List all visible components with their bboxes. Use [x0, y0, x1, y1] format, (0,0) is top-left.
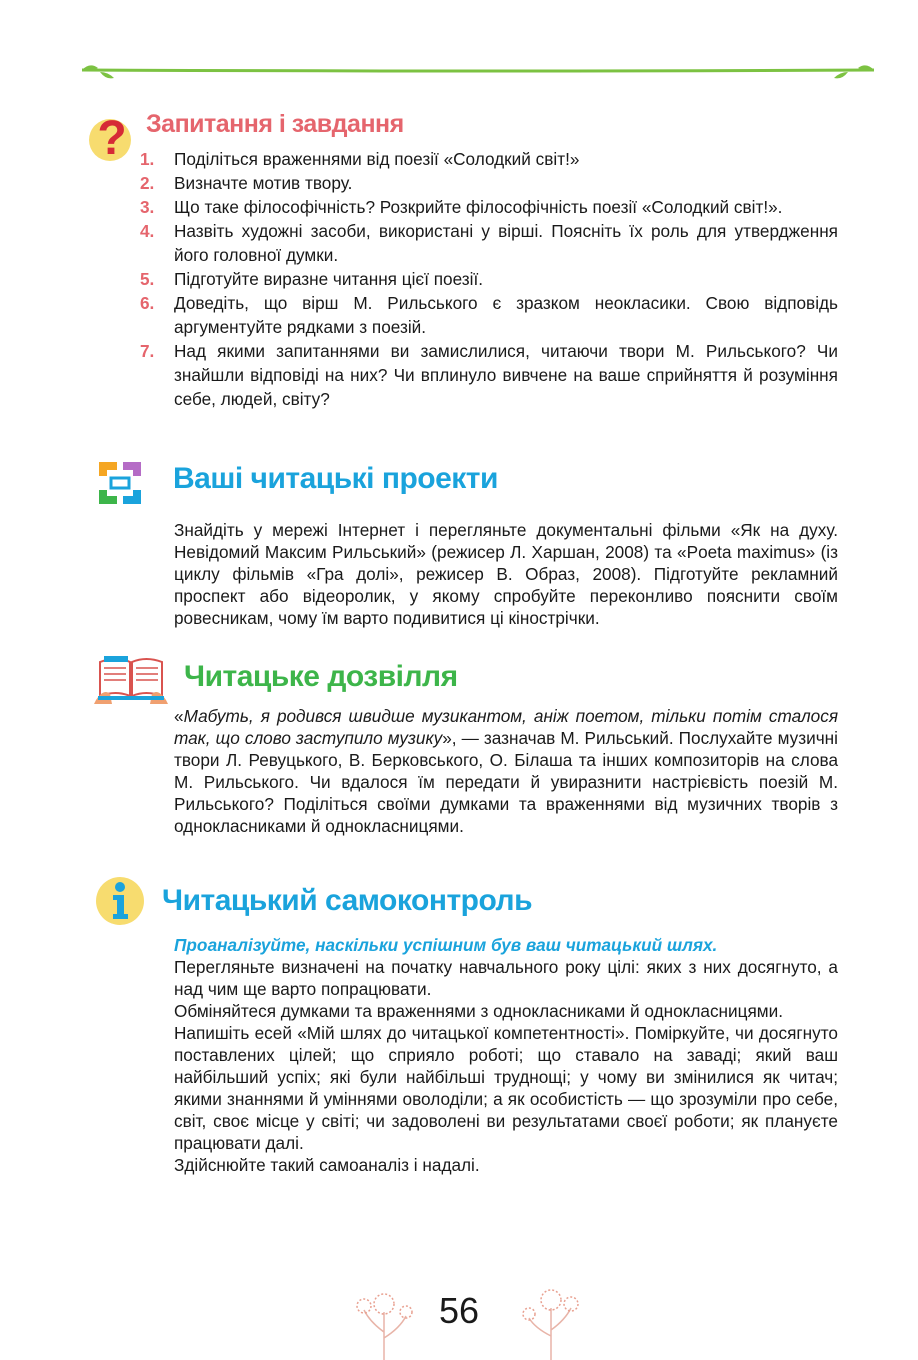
paragraph: Перегляньте визначені на початку навчального року цілі: яких з них досягнуто, а над чим ще варто попрацювати.: [174, 957, 838, 999]
list-item: 4. Назвіть художні засоби, використані у вірші. Поясніть їх роль для утвердження його головної думки.: [140, 221, 838, 265]
question-mark-icon: [86, 108, 138, 164]
leisure-text: «Мабуть, я родився швидше музикантом, аніж поетом, тільки потім сталося так, що слово заступило музику», — зазначав М. Рильський. Послухайте музичні твори Л. Ревуцького, В. Берковського, О. Білаша та інших композиторів на слова М. Рильського. Чи вдалося їм передати й увиразнити настрієвість поезій М. Рильського? Поділіться своїми думками та враженнями від музичних творів з однокласниками й однокласницями.: [174, 706, 838, 836]
page-number: 56: [438, 1290, 480, 1331]
vine-divider: [78, 60, 878, 84]
list-item: 1. Поділіться враженнями від поезії «Солодкий світ!»: [140, 149, 580, 169]
list-item: 2. Визначте мотив твору.: [140, 173, 353, 193]
projects-title: Ваші читацькі проекти: [173, 462, 498, 495]
selfcontrol-title: Читацький самоконтроль: [162, 884, 533, 917]
selfcontrol-text: [174, 934, 838, 1176]
project-blocks-icon: [95, 458, 145, 508]
paragraph: Обміняйтеся думками та враженнями з однокласниками й однокласницями.: [174, 1001, 783, 1021]
selfcontrol-lead: Проаналізуйте, наскільки успішним був ваш читацький шлях.: [174, 935, 718, 955]
list-item: 6. Доведіть, що вірш М. Рильського є зразком неокласики. Свою відповідь аргументуйте рядками з поезій.: [140, 293, 838, 337]
list-item: 7. Над якими запитаннями ви замислилися, читаючи твори М. Рильського? Чи знайшли відповіді на них? Чи вплинуло вивчене на ваше сприйняття й розуміння себе, людей, світу?: [140, 341, 838, 409]
leisure-title: Читацьке дозвілля: [184, 660, 458, 693]
leisure-quote: Мабуть, я родився швидше музикантом, аніж поетом, тільки потім сталося так, що слово заступило музику: [174, 706, 838, 748]
questions-list: [140, 147, 838, 411]
open-book-icon: [92, 652, 170, 708]
paragraph: Здійснюйте такий самоаналіз і надалі.: [174, 1155, 480, 1175]
paragraph: Напишіть есей «Мій шлях до читацької компетентності». Поміркуйте, чи досягнуто поставлених цілей; що сприяло роботі; що ставало на заваді; який ваш найбільший успіх; які були найбільші труднощі; у чому ви змінилися як читач; якими знаннями й уміннями оволоділи; а як особистість — що зрозуміли про себе, світ, своє місце у світі; чи задоволені ви результатами своєї роботи; як плануєте працювати далі.: [174, 1023, 838, 1153]
list-item: 5. Підготуйте виразне читання цієї поезії.: [140, 269, 484, 289]
info-icon: [94, 874, 148, 928]
questions-title: Запитання і завдання: [146, 110, 404, 138]
svg-text:?: ?: [97, 112, 127, 164]
list-item: 3. Що таке філософічність? Розкрийте філософічність поезії «Солодкий світ!».: [140, 197, 783, 217]
projects-text: Знайдіть у мережі Інтернет і перегляньте документальні фільми «Як на духу. Невідомий Максим Рильський» (режисер Л. Харшан, 2008) та «Poeta maximus» (із циклу фільмів «Гра долі», режисер В. Образ, 2008). Підготуйте рекламний проспект або відеоролик, у якому спробуйте переконливо пояснити своїм ровесникам, чому їм варто подивитися ці кінострічки.: [174, 520, 838, 628]
